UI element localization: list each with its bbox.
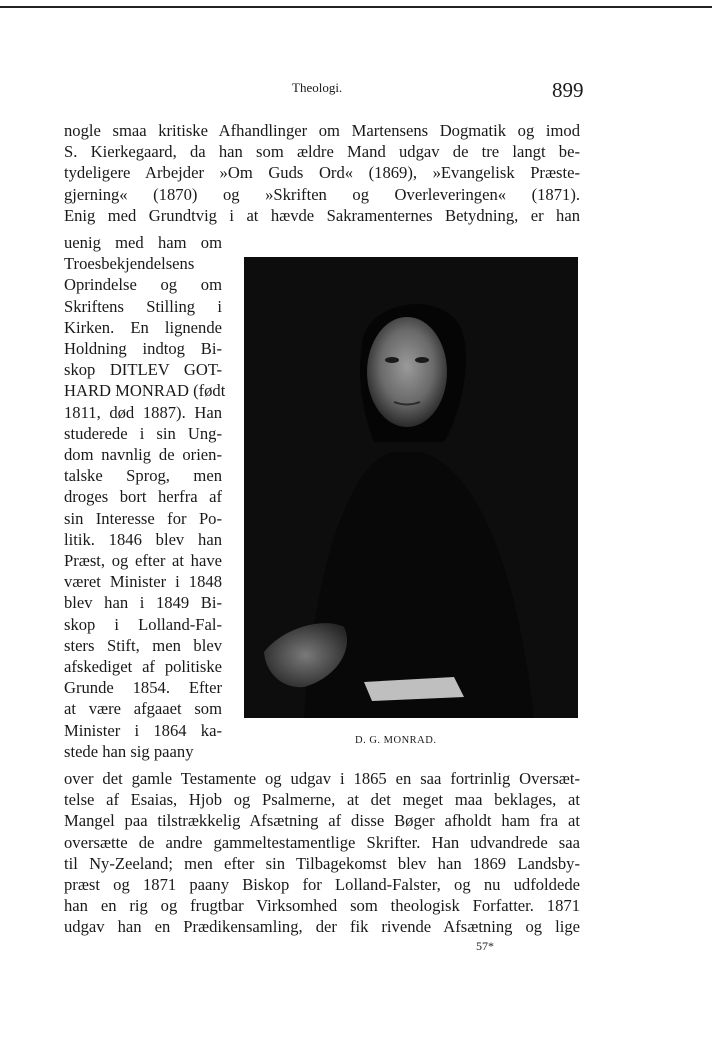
text-line: været Minister i 1848 xyxy=(64,572,222,592)
text-line: Enig med Grundtvig i at hævde Sakramenternes Betydning, er han xyxy=(64,205,580,225)
text-line: udgav han en Prædikensamling, der fik rivende Afsætning og lige xyxy=(64,917,580,937)
wrapped-column-text xyxy=(64,232,226,762)
text-line: nogle smaa kritiske Afhandlinger om Martensens Dogmatik og imod xyxy=(64,121,580,140)
text-line: telse af Esaias, Hjob og Psalmerne, at det meget maa beklages, at xyxy=(64,790,580,810)
text-line: litik. 1846 blev han xyxy=(64,529,222,549)
page-number: 899 xyxy=(552,78,584,102)
text-line: Troesbekjendelsens xyxy=(64,254,195,274)
text-line: præst og 1871 paany Biskop for Lolland-Falster, og nu udfoldede xyxy=(64,875,580,895)
text-line: oversætte de andre gammeltestamentlige Skrifter. Han udvandrede saa xyxy=(64,832,580,852)
text-line: dom navnlig de orien- xyxy=(64,445,222,465)
text-line: afskediget af politiske xyxy=(64,657,222,677)
figure-caption: D. G. MONRAD. xyxy=(355,735,437,746)
text-line: droges bort herfra af xyxy=(64,487,222,507)
running-header: Theologi. xyxy=(292,80,343,95)
top-rule xyxy=(0,6,712,8)
text-line: Kirken. En lignende xyxy=(64,317,222,337)
text-line: han en rig og frugtbar Virksomhed som theologisk Forfatter. 1871 xyxy=(64,896,580,916)
text-line: uenig med ham om xyxy=(64,233,222,252)
text-line: blev han i 1849 Bi- xyxy=(64,593,222,613)
text-line: sters Stift, men blev xyxy=(64,635,222,655)
text-line: gjerning« (1870) og »Skriften og Overleveringen« (1871). xyxy=(64,184,580,204)
text-line: Minister i 1864 ka- xyxy=(64,720,222,740)
text-line: skop DITLEV GOT- xyxy=(64,360,222,380)
text-line: stede han sig paany xyxy=(64,741,194,761)
text-line: talske Sprog, men xyxy=(64,466,222,486)
text-line: til Ny-Zeeland; men efter sin Tilbagekomst blev han 1869 Landsby- xyxy=(64,853,580,873)
text-line: HARD MONRAD (født xyxy=(64,381,226,401)
text-line: 1811, død 1887). Han xyxy=(64,402,222,422)
text-line: Mangel paa tilstrækkelig Afsætning af disse Bøger afholdt ham fra at xyxy=(64,811,580,831)
text-line: at være afgaaet som xyxy=(64,699,222,719)
text-line: Skriftens Stilling i xyxy=(64,296,222,316)
text-line: Præst, og efter at have xyxy=(64,551,222,571)
text-line: Oprindelse og om xyxy=(64,275,222,295)
text-line: Holdning indtog Bi- xyxy=(64,339,222,359)
text-line: skop i Lolland-Fal- xyxy=(64,614,222,634)
top-paragraph xyxy=(64,120,580,226)
bottom-paragraph xyxy=(64,768,580,938)
text-line: Grunde 1854. Efter xyxy=(64,678,222,698)
text-line: S. Kierkegaard, da han som ældre Mand udgav de tre langt be- xyxy=(64,142,580,162)
text-line: studerede i sin Ung- xyxy=(64,423,222,443)
text-line: over det gamle Testamente og udgav i 1865 en saa fortrinlig Oversæt- xyxy=(64,769,580,788)
signature-mark: 57* xyxy=(476,939,494,953)
portrait-image xyxy=(244,257,578,718)
text-line: tydeligere Arbejder »Om Guds Ord« (1869), »Evangelisk Præste- xyxy=(64,163,580,183)
text-line: sin Interesse for Po- xyxy=(64,508,222,528)
